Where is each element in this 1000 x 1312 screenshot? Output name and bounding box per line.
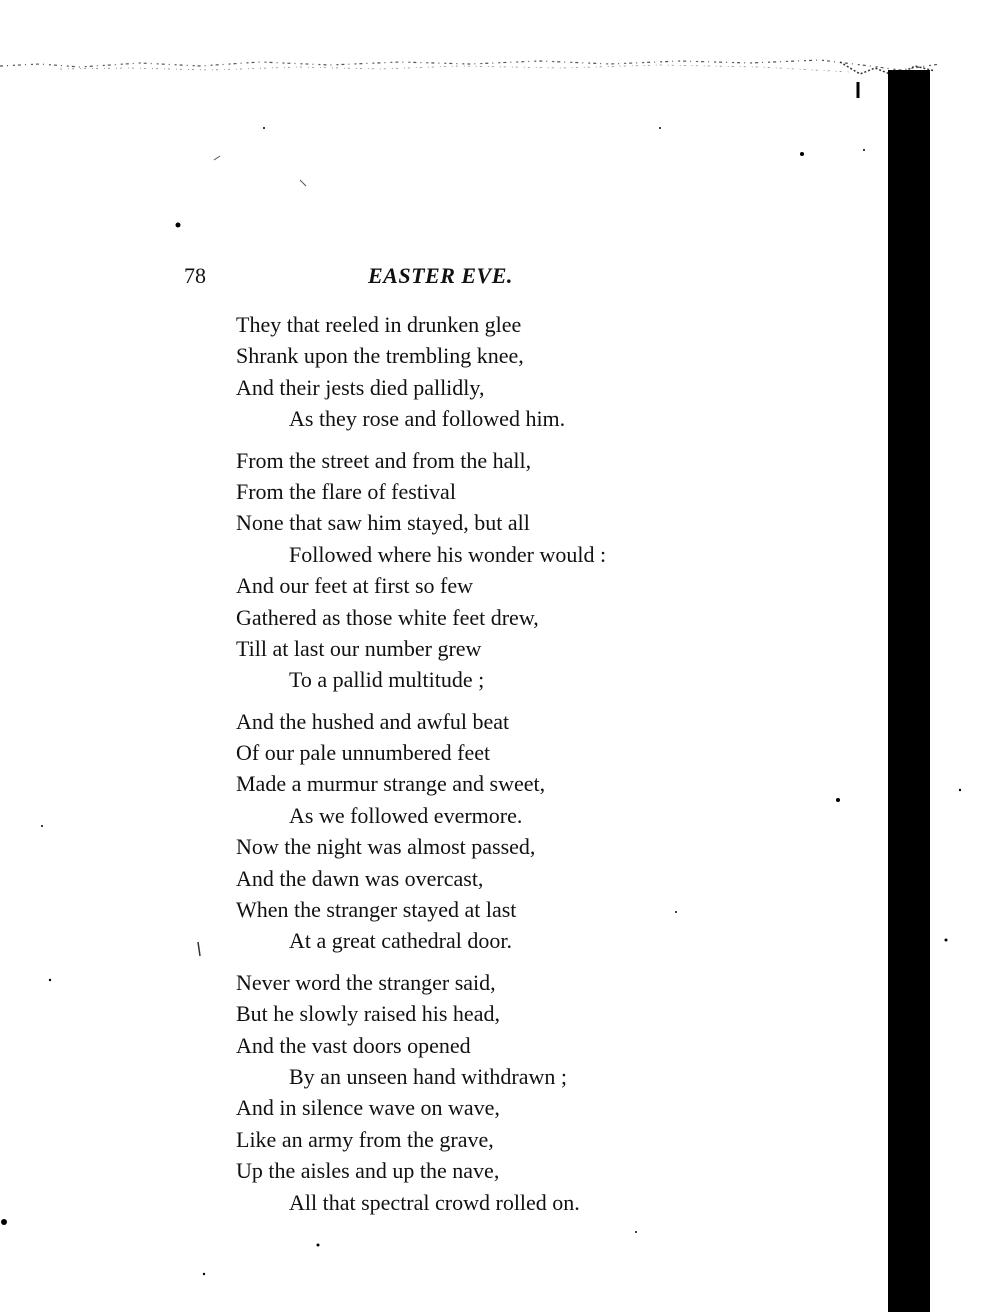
poem-line: As we followed evermore. [289, 802, 523, 828]
stanza-1 [236, 309, 696, 435]
stanza-4 [236, 967, 696, 1218]
poem-line: They that reeled in drunken glee [236, 312, 522, 337]
stanza-2 [236, 445, 696, 696]
page-number: 78 [184, 263, 206, 288]
poem-line: And the dawn was overcast, [236, 865, 484, 891]
poem-body [236, 309, 696, 1218]
poem-line: Shrank upon the trembling knee, [236, 343, 524, 369]
scan-noise-top-edge [0, 52, 940, 82]
poem-line: From the street and from the hall, [236, 447, 532, 473]
running-title: EASTER EVE. [368, 263, 513, 288]
poem-line: When the stranger stayed at last [236, 897, 517, 923]
poem-line: All that spectral crowd rolled on. [289, 1189, 580, 1215]
poem-line: And our feet at first so few [236, 573, 474, 599]
poem-line: And the hushed and awful beat [236, 708, 510, 734]
poem-line: At a great cathedral door. [289, 928, 512, 954]
poem-line: Made a murmur strange and sweet, [236, 771, 546, 797]
poem-line: Of our pale unnumbered feet [236, 740, 491, 766]
poem-line: But he slowly raised his head, [236, 1001, 500, 1027]
poem-line: To a pallid multitude ; [289, 667, 485, 693]
stanza-3 [236, 706, 696, 957]
poem-line: And the vast doors opened [236, 1032, 471, 1058]
poem-line: By an unseen hand withdrawn ; [289, 1063, 567, 1089]
poem-line: Followed where his wonder would : [289, 541, 607, 567]
poem-line: Up the aisles and up the nave, [236, 1158, 500, 1184]
poem-line: None that saw him stayed, but all [236, 510, 530, 536]
poem-line: Never word the stranger said, [236, 969, 496, 995]
poem-line: As they rose and followed him. [289, 406, 566, 432]
poem-line: And their jests died pallidly, [236, 374, 485, 400]
poem-line: Like an army from the grave, [236, 1126, 494, 1152]
binding-edge-shadow [888, 70, 930, 1312]
poem-line: Till at last our number grew [236, 635, 482, 661]
poem-line: And in silence wave on wave, [236, 1095, 500, 1121]
poem-line: From the flare of festival [236, 478, 456, 504]
poem-line: Now the night was almost passed, [236, 834, 536, 860]
poem-line: Gathered as those white feet drew, [236, 604, 539, 630]
